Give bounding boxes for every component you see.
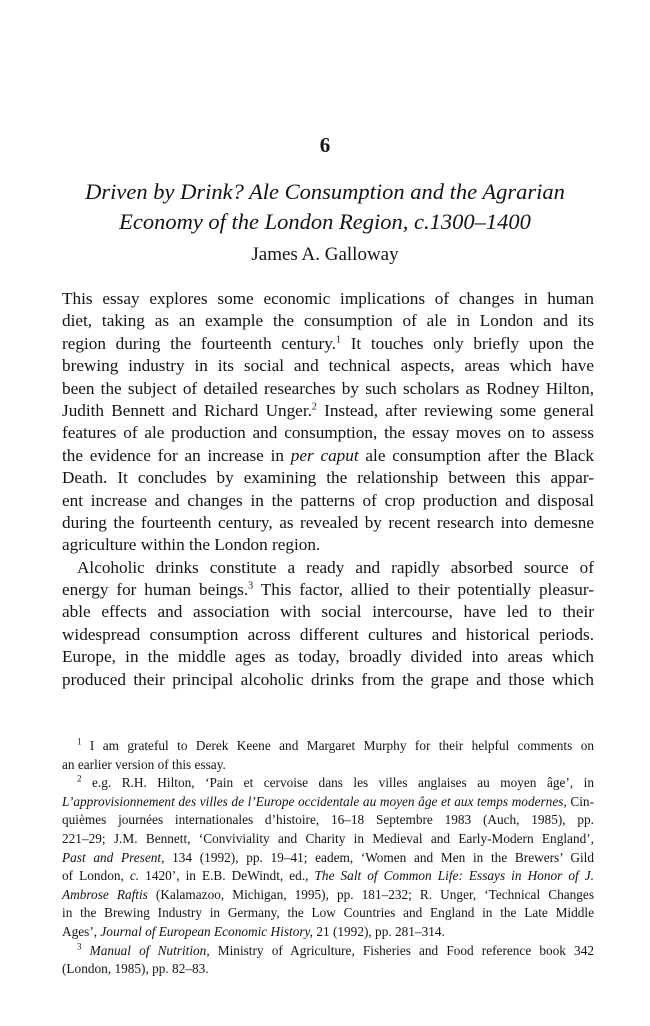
footnote-line: [62, 923, 594, 942]
italic-text: L’approvisionnement des villes de l’Europe occidentale au moyen âge et aux temps modernes,: [62, 793, 567, 809]
footnote-line: [62, 811, 594, 830]
text-run: e.g. R.H. Hilton, ‘Pain et cervoise dans les villes anglaises au moyen âge’, in: [81, 775, 594, 791]
text-run: able effects and association with social intercourse, have led to their: [62, 602, 594, 622]
text-run: region during the fourteenth century.: [62, 333, 336, 353]
text-run: ent increase and changes in the patterns of crop production and disposal: [62, 490, 594, 510]
author-name: James A. Galloway: [251, 244, 399, 265]
text-run: Cin-: [566, 793, 595, 809]
text-run: diet, taking as an example the consumption of ale in London and its: [62, 311, 594, 331]
body-line: [62, 355, 594, 377]
text-run: 21 (1992), pp. 281–314.: [313, 923, 445, 939]
chapter-title-line: Economy of the London Region, c.1300–1400: [119, 209, 531, 234]
text-run: Death. It concludes by examining the relationship between this appar-: [62, 468, 594, 488]
italic-text: Manual of Nutrition,: [89, 942, 210, 958]
text-run: Instead, after reviewing some general: [316, 400, 594, 420]
text-run: ale consumption after the Black: [358, 445, 594, 465]
footnote-line: [62, 960, 594, 979]
italic-text: The Salt of Common Life: Essays in Honor of J.: [314, 868, 594, 884]
body-line: [62, 534, 594, 556]
footnote-marker: 1: [77, 736, 82, 747]
footnote-marker: 2: [77, 773, 82, 784]
footnote-line: [62, 867, 594, 886]
text-run: 134 (1992), pp. 19–41; eadem, ‘Women and Men in the Brewers’ Gild: [164, 849, 594, 865]
text-run: been the subject of detailed researches by such scholars as Rodney Hilton,: [62, 378, 594, 398]
text-run: 1420’, in E.B. DeWindt, ed.,: [139, 868, 315, 884]
body-line: [62, 310, 594, 332]
italic-text: per caput: [290, 445, 359, 465]
body-line: [62, 422, 594, 444]
body-line: [62, 579, 594, 601]
chapter-number: 6: [319, 133, 331, 157]
body-line: [62, 601, 594, 623]
text-run: Europe, in the middle ages as today, broadly divided into areas which: [62, 647, 594, 667]
body-line: [62, 512, 594, 534]
footnote-line: [62, 830, 594, 849]
text-run: (London, 1985), pp. 82–83.: [62, 961, 209, 977]
footnote-line: [62, 756, 594, 775]
text-run: Judith Bennett and Richard Unger.: [62, 400, 312, 420]
text-run: It touches only briefly upon the: [340, 333, 594, 353]
text-run: features of ale production and consumption, the essay moves on to assess: [62, 423, 594, 443]
italic-text: Past and Present,: [62, 849, 165, 865]
body-text: [62, 288, 594, 691]
body-line: [62, 288, 594, 310]
body-line: [62, 669, 594, 691]
text-run: quièmes journées internationales d’histoire, 16–18 Septembre 1983 (Auch, 1985), pp.: [62, 812, 594, 828]
chapter-title: [55, 177, 595, 237]
footnote-line: [62, 737, 594, 756]
footnote-line: [62, 942, 594, 961]
footnote-line: [62, 793, 594, 812]
body-line: [62, 624, 594, 646]
text-run: widespread consumption across different cultures and historical periods.: [62, 624, 594, 644]
text-run: the evidence for an increase in: [62, 445, 291, 465]
text-run: brewing industry in its social and technical aspects, areas which have: [62, 356, 594, 376]
italic-text: Ambrose Raftis: [62, 886, 148, 902]
footnote-marker: 2: [311, 401, 317, 413]
text-run: energy for human beings.: [62, 580, 249, 600]
text-run: (Kalamazoo, Michigan, 1995), pp. 181–232; R. Unger, ‘Technical Changes: [147, 886, 594, 902]
text-run: an earlier version of this essay.: [62, 756, 226, 772]
text-run: 221–29; J.M. Bennett, ‘Conviviality and Charity in Medieval and Early-Modern England’,: [62, 830, 594, 846]
text-run: This factor, allied to their potentially pleasur-: [253, 580, 594, 600]
text-run: I am grateful to Derek Keene and Margaret Murphy for their helpful comments on: [81, 738, 594, 753]
body-line: [62, 467, 594, 489]
text-run: [82, 943, 90, 958]
text-run: Ministry of Agriculture, Fisheries and Food reference book 342: [209, 942, 594, 958]
body-line: [62, 557, 594, 579]
footnote-line: [62, 904, 594, 923]
footnote-line: [62, 886, 594, 905]
body-line: [62, 490, 594, 512]
footnote-line: [62, 774, 594, 793]
italic-text: Journal of European Economic History,: [100, 923, 314, 939]
body-line: [62, 646, 594, 668]
text-run: during the fourteenth century, as revealed by recent research into demesne: [62, 512, 594, 532]
text-run: of London,: [62, 868, 130, 884]
footnote-marker: 3: [77, 941, 82, 952]
body-line: [62, 333, 594, 355]
body-line: [62, 445, 594, 467]
footnotes: [62, 737, 594, 979]
text-run: Ages’,: [62, 923, 101, 939]
text-run: in the Brewing Industry in Germany, the Low Countries and England in the Late Middle: [62, 905, 594, 921]
italic-text: c.: [129, 868, 140, 884]
text-run: agriculture within the London region.: [62, 535, 321, 555]
footnote-marker: 1: [335, 334, 341, 346]
body-line: [62, 400, 594, 422]
text-run: Alcoholic drinks constitute a ready and rapidly absorbed source of: [77, 557, 594, 577]
footnote-line: [62, 849, 594, 868]
footnote-marker: 3: [248, 580, 254, 592]
text-run: produced their principal alcoholic drinks from the grape and those which: [62, 669, 594, 689]
chapter-title-line: Driven by Drink? Ale Consumption and the Agrarian: [85, 179, 565, 204]
text-run: This essay explores some economic implications of changes in human: [62, 289, 594, 308]
body-line: [62, 378, 594, 400]
